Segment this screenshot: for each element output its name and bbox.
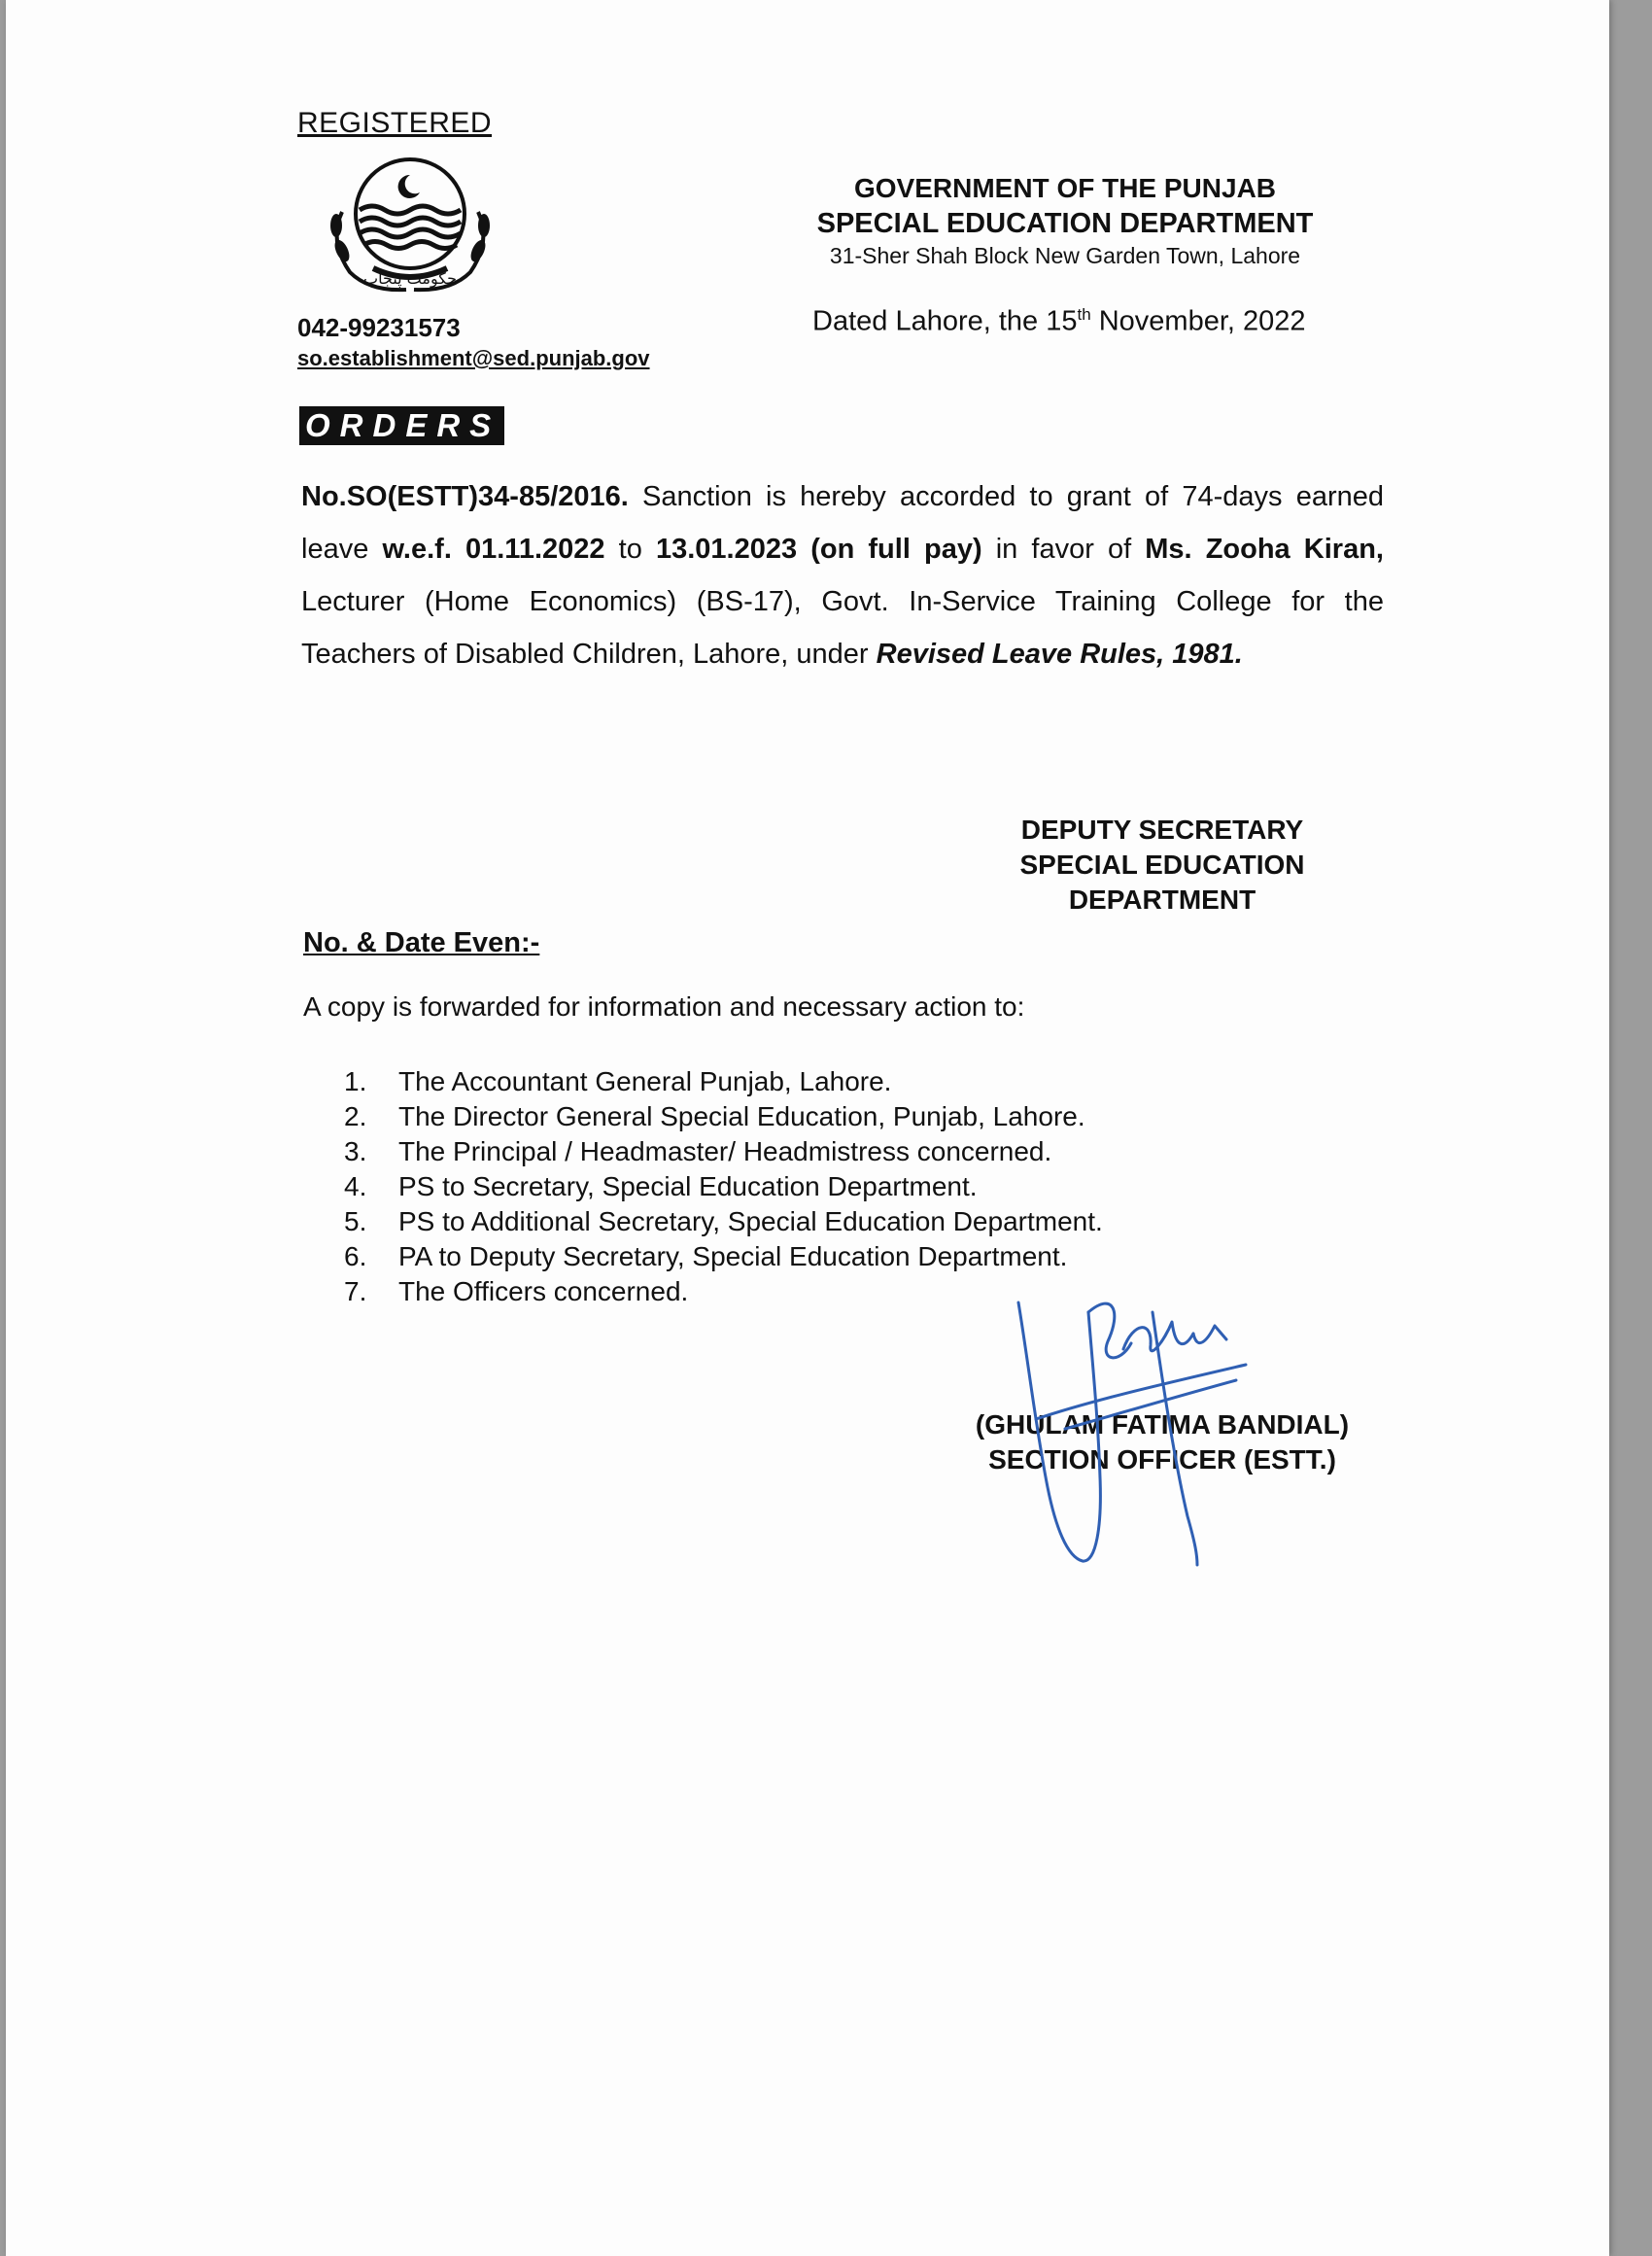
handwritten-signature	[1007, 1283, 1269, 1584]
order-text-4: in favor of	[981, 534, 1146, 565]
list-item-number: 5.	[344, 1206, 367, 1236]
department-title: SPECIAL EDUCATION DEPARTMENT	[816, 208, 1314, 239]
deputy-secretary-block	[968, 813, 1357, 918]
order-paragraph	[301, 470, 1384, 680]
document-page	[6, 0, 1609, 2256]
emblem-caption: حکومت پنجاب	[363, 269, 457, 288]
copy-forwarded-intro: A copy is forwarded for information and necessary action to:	[303, 991, 1025, 1022]
dated-superscript: th	[1077, 305, 1091, 324]
list-item	[344, 1064, 1103, 1099]
list-item	[344, 1169, 1103, 1204]
order-text-5: Lecturer (Home Economics) (BS-17), Govt. In-Service Training College for the Teachers of Disabled Children, Lahore, under	[301, 586, 1384, 670]
signatory-name: (GHULAM FATIMA BANDIAL)	[975, 1409, 1350, 1440]
order-to-date: 13.01.2023	[655, 534, 798, 565]
letterhead	[764, 171, 1366, 270]
order-pay-status: (on full pay)	[810, 534, 982, 565]
list-item-number: 3.	[344, 1136, 367, 1166]
government-title: GOVERNMENT OF THE PUNJAB	[853, 173, 1277, 203]
list-item-text: PS to Secretary, Special Education Department.	[398, 1171, 978, 1201]
registered-label: REGISTERED	[297, 107, 493, 139]
list-item-number: 7.	[344, 1276, 367, 1306]
list-item-text: The Principal / Headmaster/ Headmistress concerned.	[398, 1136, 1052, 1166]
list-item	[344, 1204, 1103, 1239]
list-item-number: 6.	[344, 1241, 367, 1271]
order-text-2: to	[604, 534, 656, 565]
list-item-text: PA to Deputy Secretary, Special Education Department.	[398, 1241, 1068, 1271]
deputy-line-3: DEPARTMENT	[1068, 885, 1256, 915]
list-item-text: The Accountant General Punjab, Lahore.	[398, 1066, 892, 1096]
email-address: so.establishment@sed.punjab.gov	[297, 346, 650, 370]
punjab-emblem-logo	[313, 154, 507, 299]
deputy-line-2: SPECIAL EDUCATION	[1019, 850, 1305, 880]
list-item-text: The Officers concerned.	[398, 1276, 689, 1306]
list-item	[344, 1134, 1103, 1169]
list-item	[344, 1099, 1103, 1134]
list-item-number: 1.	[344, 1066, 367, 1096]
leave-rules: Revised Leave Rules, 1981.	[876, 639, 1243, 670]
deputy-line-1: DEPUTY SECRETARY	[1020, 815, 1304, 845]
list-item-number: 2.	[344, 1101, 367, 1131]
list-item	[344, 1239, 1103, 1274]
dated-suffix: November, 2022	[1090, 305, 1306, 337]
list-item-text: The Director General Special Education, Punjab, Lahore.	[398, 1101, 1085, 1131]
employee-name: Ms. Zooha Kiran,	[1145, 534, 1384, 565]
orders-heading: ORDERS	[299, 406, 504, 445]
distribution-list	[344, 1064, 1103, 1309]
order-text-3	[797, 534, 810, 565]
list-item-number: 4.	[344, 1171, 367, 1201]
dated-line	[812, 305, 1306, 338]
order-reference-number: No.SO(ESTT)34-85/2016.	[301, 481, 629, 512]
no-date-even-heading: No. & Date Even:-	[303, 927, 540, 958]
department-address: 31-Sher Shah Block New Garden Town, Lahore	[829, 243, 1301, 268]
list-item-text: PS to Additional Secretary, Special Education Department.	[398, 1206, 1103, 1236]
order-text-1: Sanction is hereby accorded to grant of 74-days earned leave	[301, 481, 1384, 565]
signatory-designation: SECTION OFFICER (ESTT.)	[988, 1444, 1336, 1475]
phone-number: 042-99231573	[297, 313, 461, 342]
order-wef-date: w.e.f. 01.11.2022	[382, 534, 605, 565]
list-item	[344, 1274, 1103, 1309]
dated-prefix: Dated Lahore, the 15	[812, 305, 1078, 337]
